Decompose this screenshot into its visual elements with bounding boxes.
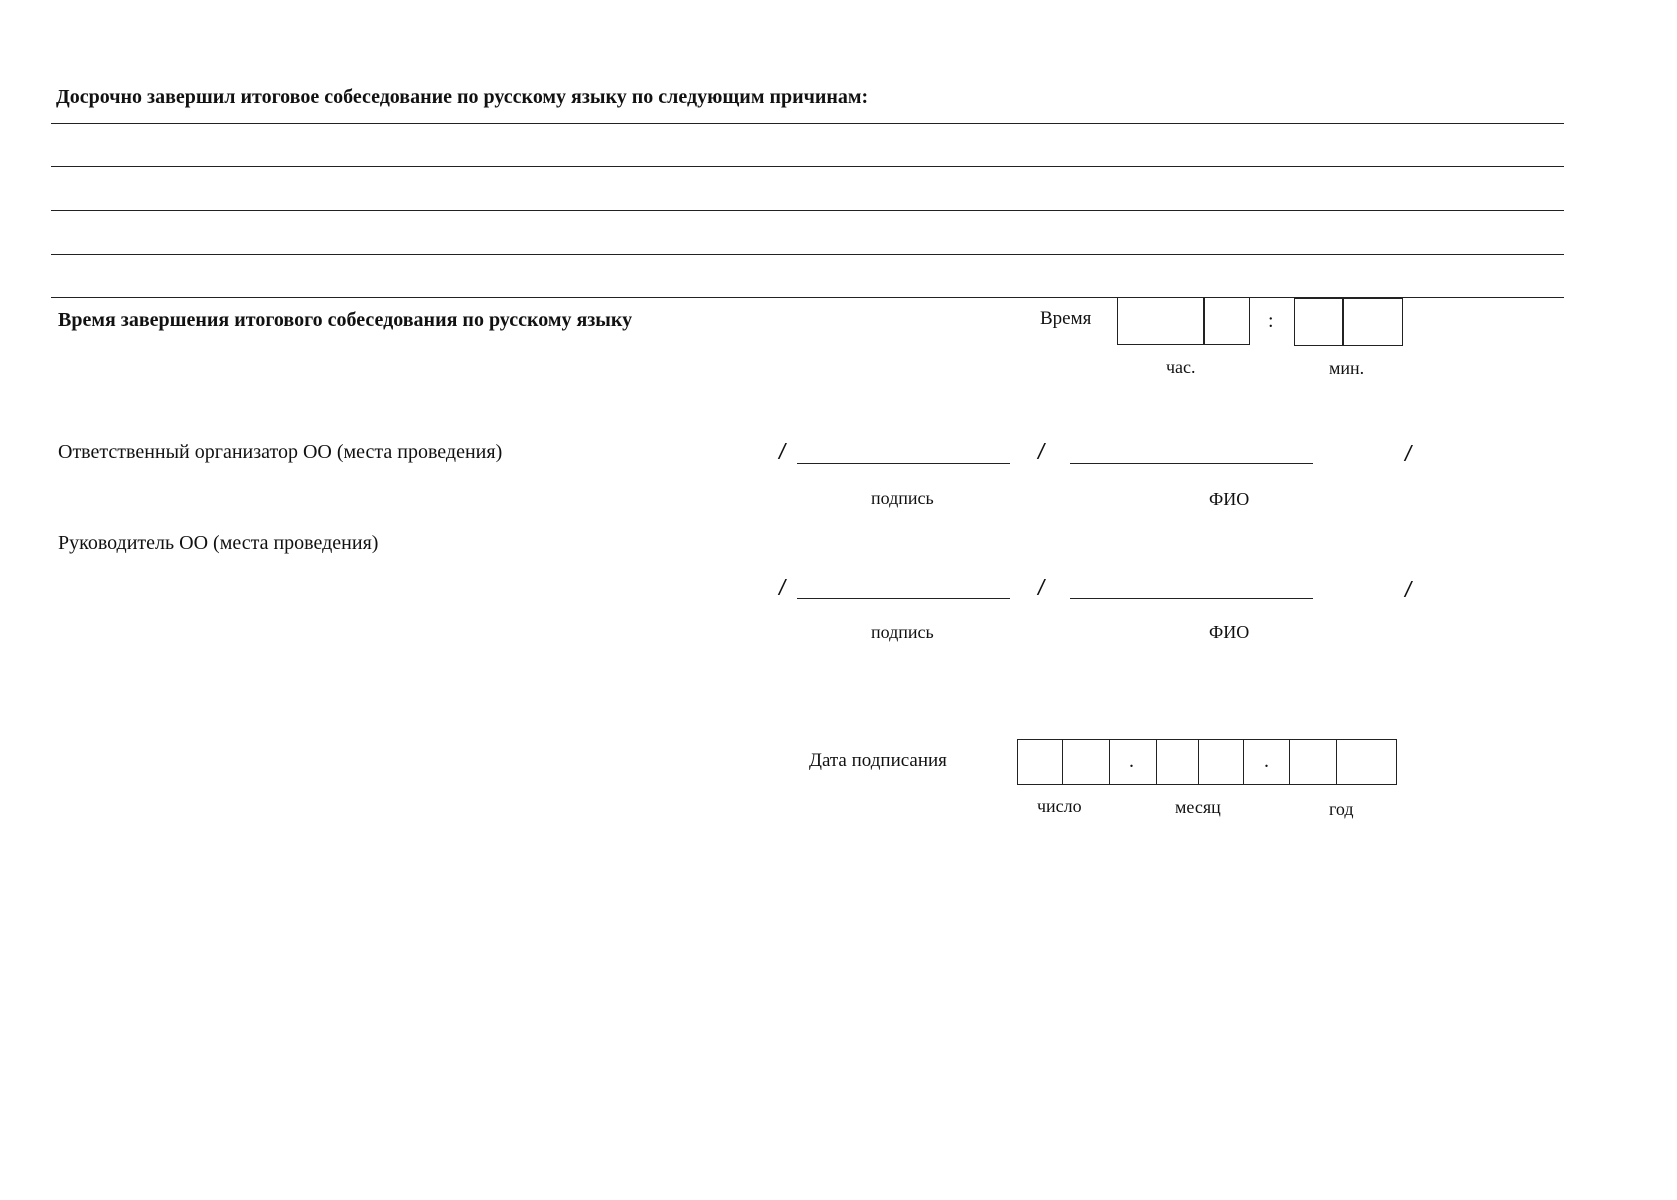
signing-date-label: Дата подписания <box>809 750 947 771</box>
organizer-signature-caption: подпись <box>871 488 934 508</box>
minutes-box-1[interactable] <box>1294 298 1344 346</box>
head-slash-3: / <box>1405 577 1412 602</box>
date-year-caption: год <box>1329 799 1354 819</box>
organizer-name-caption: ФИО <box>1209 489 1250 509</box>
reason-line-1[interactable] <box>51 123 1564 124</box>
head-slash-1: / <box>779 575 786 600</box>
head-signature-caption: подпись <box>871 622 934 642</box>
head-label: Руководитель ОО (места проведения) <box>58 532 379 554</box>
time-label: Время <box>1040 308 1092 329</box>
organizer-slash-3: / <box>1405 441 1412 466</box>
organizer-label: Ответственный организатор ОО (места проведения) <box>58 441 503 463</box>
reason-line-3[interactable] <box>51 210 1564 211</box>
date-dot-1: . <box>1129 750 1134 772</box>
head-slash-2: / <box>1038 575 1045 600</box>
date-month-box-2[interactable] <box>1198 739 1244 785</box>
hours-caption: час. <box>1166 357 1196 377</box>
date-day-caption: число <box>1037 796 1082 816</box>
head-name-line[interactable] <box>1070 598 1313 599</box>
date-month-box-1[interactable] <box>1156 739 1199 785</box>
organizer-signature-line[interactable] <box>797 463 1010 464</box>
date-year-box-2[interactable] <box>1336 739 1397 785</box>
reason-line-4[interactable] <box>51 254 1564 255</box>
time-separator: : <box>1268 310 1274 332</box>
head-name-caption: ФИО <box>1209 622 1250 642</box>
organizer-name-line[interactable] <box>1070 463 1313 464</box>
date-day-box-1[interactable] <box>1017 739 1063 785</box>
date-day-box-2[interactable] <box>1062 739 1110 785</box>
date-month-caption: месяц <box>1175 797 1221 817</box>
date-dot-2: . <box>1264 750 1269 772</box>
end-time-heading: Время завершения итогового собеседования по русскому языку <box>58 309 633 331</box>
reason-heading: Досрочно завершил итоговое собеседование по русскому языку по следующим причинам: <box>56 86 869 108</box>
minutes-box-2[interactable] <box>1342 298 1403 346</box>
hours-box-2[interactable] <box>1203 297 1250 345</box>
minutes-caption: мин. <box>1329 358 1365 378</box>
date-year-box-1[interactable] <box>1289 739 1337 785</box>
organizer-slash-1: / <box>779 439 786 464</box>
hours-box-1[interactable] <box>1117 297 1205 345</box>
organizer-slash-2: / <box>1038 439 1045 464</box>
head-signature-line[interactable] <box>797 598 1010 599</box>
reason-line-2[interactable] <box>51 166 1564 167</box>
